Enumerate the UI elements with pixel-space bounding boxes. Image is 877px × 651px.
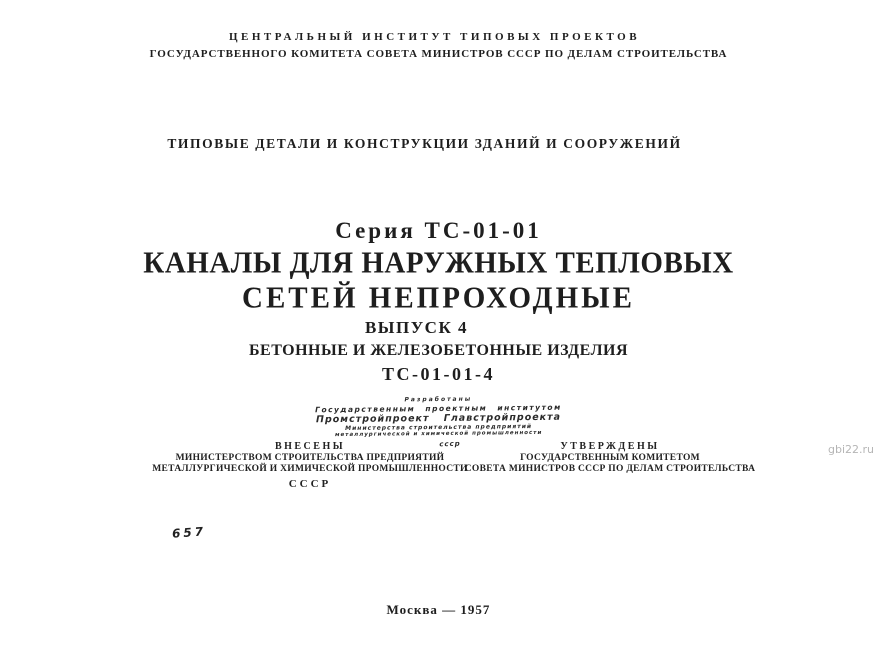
series-label: Серия ТС-01-01	[335, 218, 542, 243]
submitted-line2: МЕТАЛЛУРГИЧЕСКОЙ И ХИМИЧЕСКОЙ ПРОМЫШЛЕННОСТИ	[152, 464, 468, 474]
site-watermark: gbi22.ru	[827, 443, 874, 456]
institute-name-line2: ГОСУДАРСТВЕННОГО КОМИТЕТА СОВЕТА МИНИСТРОВ СССР ПО ДЕЛАМ СТРОИТЕЛЬСТВА	[149, 48, 728, 60]
main-title-line1: КАНАЛЫ ДЛЯ НАРУЖНЫХ ТЕПЛОВЫХ	[143, 246, 734, 280]
approved-line1: ГОСУДАРСТВЕННЫМ КОМИТЕТОМ	[520, 453, 700, 463]
developed-by-block	[0, 391, 877, 442]
approved-heading: УТВЕРЖДЕНЫ	[560, 441, 660, 452]
submitted-heading: ВНЕСЕНЫ	[274, 441, 346, 452]
developed-by-caption: Разработаны	[404, 395, 473, 404]
approved-line2: СОВЕТА МИНИСТРОВ СССР ПО ДЕЛАМ СТРОИТЕЛЬСТВА	[464, 464, 756, 474]
document-type-line: ТИПОВЫЕ ДЕТАЛИ И КОНСТРУКЦИИ ЗДАНИЙ И СООРУЖЕНИЙ	[167, 136, 682, 151]
submitted-line3: СССР	[288, 478, 332, 490]
approved-by-block	[450, 441, 770, 475]
developed-by-industry: металлургической и химической промышленности	[334, 429, 543, 439]
developed-by-institute: Государственным проектным институтом	[315, 402, 562, 415]
imprint-city-year: Москва — 1957	[386, 602, 491, 617]
issue-subtitle: БЕТОННЫЕ И ЖЕЛЕЗОБЕТОННЫЕ ИЗДЕЛИЯ	[248, 342, 629, 359]
developed-by-ministry: Министерства строительства предприятий	[345, 423, 533, 432]
developed-by-ussr: ссср	[439, 439, 461, 449]
developed-by-org: Промстройпроект Главстройпроекта	[315, 411, 562, 426]
institute-name-line1: ЦЕНТРАЛЬНЫЙ ИНСТИТУТ ТИПОВЫХ ПРОЕКТОВ	[228, 31, 641, 43]
main-title-line2: СЕТЕЙ НЕПРОХОДНЫЕ	[242, 281, 635, 315]
submitted-line1: МИНИСТЕРСТВОМ СТРОИТЕЛЬСТВА ПРЕДПРИЯТИЙ	[175, 453, 445, 463]
issue-number: ВЫПУСК 4	[364, 318, 469, 337]
handwritten-inventory-number: 657	[171, 524, 207, 541]
submitted-by-block	[150, 441, 470, 491]
document-code: ТС-01-01-4	[382, 364, 495, 384]
